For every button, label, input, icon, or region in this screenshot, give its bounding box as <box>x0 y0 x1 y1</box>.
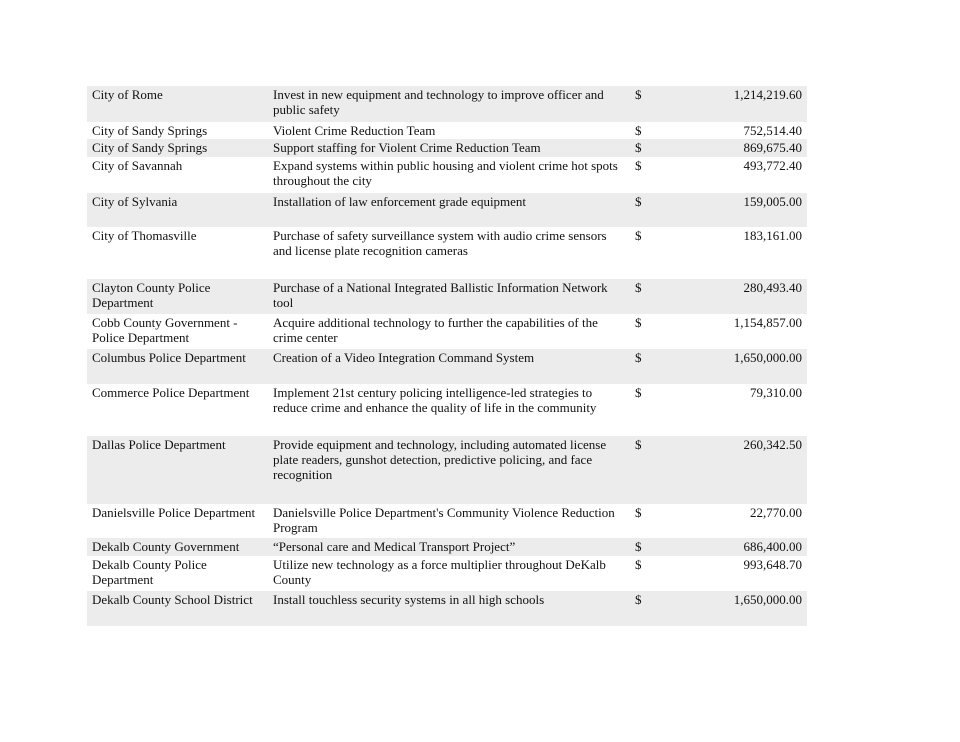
amount-cell: 752,514.40 <box>675 122 807 139</box>
table-row <box>87 139 807 157</box>
description-cell: Installation of law enforcement grade equipment <box>268 193 630 227</box>
entity-cell: Clayton County Police Department <box>87 279 268 314</box>
table-row <box>87 384 807 436</box>
entity-cell: Columbus Police Department <box>87 349 268 384</box>
description-cell: Danielsville Police Department's Community Violence Reduction Program <box>268 504 630 538</box>
description-cell: Install touchless security systems in all high schools <box>268 591 630 626</box>
entity-cell: City of Sandy Springs <box>87 122 268 139</box>
currency-cell: $ <box>630 227 675 279</box>
entity-cell: Dekalb County Police Department <box>87 556 268 591</box>
description-cell: Purchase of safety surveillance system with audio crime sensors and license plate recognition cameras <box>268 227 630 279</box>
currency-cell: $ <box>630 193 675 227</box>
description-cell: “Personal care and Medical Transport Project” <box>268 538 630 556</box>
amount-cell: 79,310.00 <box>675 384 807 436</box>
currency-cell: $ <box>630 86 675 122</box>
table-row <box>87 314 807 349</box>
currency-cell: $ <box>630 122 675 139</box>
description-cell: Implement 21st century policing intelligence-led strategies to reduce crime and enhance the quality of life in the community <box>268 384 630 436</box>
entity-cell: Dallas Police Department <box>87 436 268 504</box>
description-cell: Violent Crime Reduction Team <box>268 122 630 139</box>
entity-cell: Dekalb County School District <box>87 591 268 626</box>
amount-cell: 686,400.00 <box>675 538 807 556</box>
amount-cell: 159,005.00 <box>675 193 807 227</box>
entity-cell: Dekalb County Government <box>87 538 268 556</box>
description-cell: Support staffing for Violent Crime Reduction Team <box>268 139 630 157</box>
table-row <box>87 122 807 139</box>
amount-cell: 1,650,000.00 <box>675 349 807 384</box>
amount-cell: 493,772.40 <box>675 157 807 193</box>
entity-cell: Cobb County Government - Police Department <box>87 314 268 349</box>
table-row <box>87 591 807 626</box>
description-cell: Purchase of a National Integrated Ballistic Information Network tool <box>268 279 630 314</box>
entity-cell: City of Sylvania <box>87 193 268 227</box>
currency-cell: $ <box>630 504 675 538</box>
currency-cell: $ <box>630 279 675 314</box>
table-row <box>87 279 807 314</box>
currency-cell: $ <box>630 436 675 504</box>
currency-cell: $ <box>630 556 675 591</box>
entity-cell: Danielsville Police Department <box>87 504 268 538</box>
table-row <box>87 504 807 538</box>
amount-cell: 280,493.40 <box>675 279 807 314</box>
table-row <box>87 556 807 591</box>
entity-cell: Commerce Police Department <box>87 384 268 436</box>
currency-cell: $ <box>630 314 675 349</box>
amount-cell: 1,650,000.00 <box>675 591 807 626</box>
table-row <box>87 193 807 227</box>
currency-cell: $ <box>630 349 675 384</box>
description-cell: Acquire additional technology to further the capabilities of the crime center <box>268 314 630 349</box>
table-row <box>87 436 807 504</box>
currency-cell: $ <box>630 591 675 626</box>
currency-cell: $ <box>630 157 675 193</box>
table-row <box>87 538 807 556</box>
amount-cell: 260,342.50 <box>675 436 807 504</box>
grants-table <box>87 86 807 626</box>
amount-cell: 1,214,219.60 <box>675 86 807 122</box>
entity-cell: City of Thomasville <box>87 227 268 279</box>
amount-cell: 22,770.00 <box>675 504 807 538</box>
grants-table-body <box>87 86 807 626</box>
entity-cell: City of Rome <box>87 86 268 122</box>
currency-cell: $ <box>630 139 675 157</box>
entity-cell: City of Savannah <box>87 157 268 193</box>
currency-cell: $ <box>630 384 675 436</box>
description-cell: Invest in new equipment and technology to improve officer and public safety <box>268 86 630 122</box>
description-cell: Provide equipment and technology, including automated license plate readers, gunshot detection, predictive policing, and face recognition <box>268 436 630 504</box>
amount-cell: 993,648.70 <box>675 556 807 591</box>
description-cell: Expand systems within public housing and violent crime hot spots throughout the city <box>268 157 630 193</box>
table-row <box>87 86 807 122</box>
entity-cell: City of Sandy Springs <box>87 139 268 157</box>
amount-cell: 183,161.00 <box>675 227 807 279</box>
description-cell: Creation of a Video Integration Command System <box>268 349 630 384</box>
amount-cell: 1,154,857.00 <box>675 314 807 349</box>
table-row <box>87 227 807 279</box>
table-row <box>87 349 807 384</box>
currency-cell: $ <box>630 538 675 556</box>
amount-cell: 869,675.40 <box>675 139 807 157</box>
table-row <box>87 157 807 193</box>
description-cell: Utilize new technology as a force multiplier throughout DeKalb County <box>268 556 630 591</box>
